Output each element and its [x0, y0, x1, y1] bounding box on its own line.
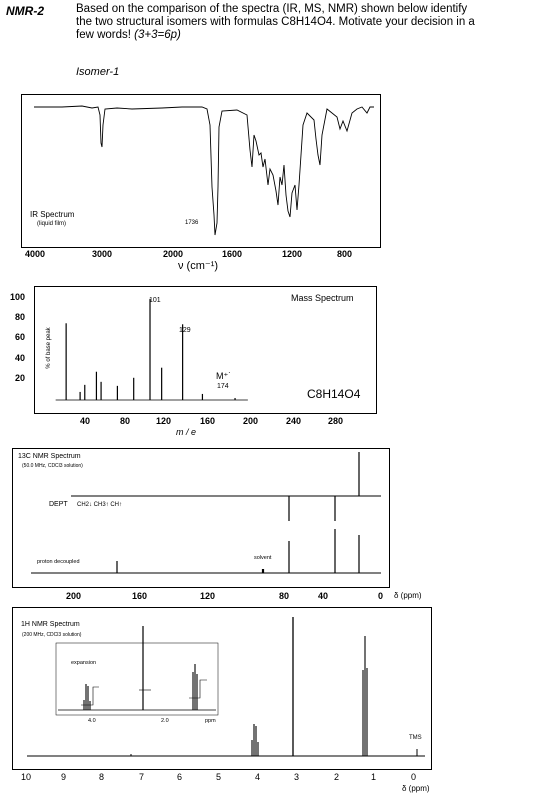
ir-peak-label: 1736: [185, 220, 199, 226]
h1-tick-1: 9: [61, 772, 67, 782]
ir-spectrum-plot: [22, 95, 380, 247]
h1-expansion-label: expansion: [71, 660, 97, 666]
h1-tick-5: 5: [216, 772, 222, 782]
c13-subtitle: (50.0 MHz, CDCl3 solution): [22, 463, 83, 469]
ms-x-tick-2: 120: [156, 416, 172, 426]
c13-tick-0: 200: [66, 591, 82, 601]
c13-title: 13C NMR Spectrum: [18, 453, 81, 460]
mass-spectrum-panel: [34, 286, 377, 414]
ir-tick-1: 3000: [92, 249, 113, 259]
h1-subtitle: (200 MHz, CDCl3 solution): [22, 632, 82, 638]
ms-y-tick-2: 60: [15, 332, 26, 343]
h1-tick-4: 6: [177, 772, 183, 782]
ir-subtitle: (liquid film): [37, 221, 67, 227]
ms-x-axis-label: m / e: [176, 427, 197, 437]
question-line-2: the two structural isomers with formulas C8H14O4. Motivate your decision in a: [76, 16, 475, 28]
ms-mplus: M⁺˙: [216, 371, 232, 381]
h1-unit: δ (ppm): [402, 784, 430, 793]
question-number: NMR-2: [6, 4, 44, 18]
ms-x-tick-1: 80: [120, 416, 131, 426]
c13-tick-1: 160: [132, 591, 148, 601]
c13-dept-legend: CH2↓ CH3↑ CH↑: [77, 502, 123, 508]
ms-x-tick-6: 280: [328, 416, 344, 426]
ir-tick-5: 800: [337, 249, 353, 259]
h1-nmr-panel: [12, 607, 432, 770]
h1-expansion-tick-4: 4.0: [88, 718, 96, 724]
c13-plot: [13, 449, 389, 587]
h1-tick-2: 8: [99, 772, 105, 782]
h1-tick-3: 7: [139, 772, 145, 782]
h1-expansion-box: [56, 643, 218, 715]
question-line-3-text: few words!: [76, 29, 131, 41]
ir-spectrum-panel: [21, 94, 381, 248]
h1-tick-10: 0: [411, 772, 417, 782]
h1-tick-6: 4: [255, 772, 261, 782]
h1-peak-triplet: [363, 636, 367, 756]
question-line-3: [76, 29, 531, 42]
c13-tick-2: 120: [200, 591, 216, 601]
isomer-label: Isomer-1: [76, 66, 120, 78]
h1-tick-8: 2: [334, 772, 340, 782]
ir-x-axis-label: ν (cm⁻¹): [178, 260, 219, 272]
h1-title: 1H NMR Spectrum: [21, 621, 80, 628]
c13-tick-3: 80: [279, 591, 290, 601]
ir-tick-0: 4000: [25, 249, 46, 259]
c13-dept-label: DEPT: [49, 501, 68, 508]
c13-solvent-label: solvent: [254, 555, 272, 561]
ms-y-tick-3: 40: [15, 352, 26, 363]
ms-mplus-value: 174: [217, 383, 229, 390]
question-text: [76, 3, 531, 42]
ms-formula: C8H14O4: [307, 387, 361, 401]
h1-tick-9: 1: [371, 772, 377, 782]
c13-proton-decoupled-label: proton decoupled: [37, 559, 80, 565]
question-points: (3+3=6p): [134, 29, 181, 41]
c13-unit: δ (ppm): [394, 591, 422, 600]
ir-trace: [34, 106, 374, 235]
ms-y-tick-0: 100: [10, 292, 26, 303]
h1-tick-0: 10: [21, 772, 32, 782]
ir-tick-2: 2000: [163, 249, 184, 259]
ms-x-tick-0: 40: [80, 416, 91, 426]
c13-tick-4: 40: [318, 591, 329, 601]
c13-tick-5: 0: [378, 591, 384, 601]
ir-tick-3: 1600: [222, 249, 243, 259]
ms-y-tick-4: 20: [15, 372, 26, 383]
h1-expansion-tick-ppm: ppm: [205, 718, 216, 724]
ir-tick-4: 1200: [282, 249, 303, 259]
h1-tick-7: 3: [294, 772, 300, 782]
ms-y-axis-label: % of base peak: [46, 327, 52, 369]
ms-peak-101: 101: [149, 297, 161, 304]
h1-tms-label: TMS: [409, 735, 422, 741]
ms-x-tick-4: 200: [243, 416, 259, 426]
ms-title: Mass Spectrum: [291, 293, 354, 303]
ms-x-tick-5: 240: [286, 416, 302, 426]
c13-nmr-panel: [12, 448, 390, 588]
h1-peak-quartet: [252, 724, 258, 756]
h1-expansion-tick-2: 2.0: [161, 718, 169, 724]
ms-y-tick-1: 80: [15, 312, 26, 323]
question-line-1: Based on the comparison of the spectra (IR, MS, NMR) shown below identify: [76, 3, 468, 15]
ms-peak-129: 129: [179, 327, 191, 334]
ir-title: IR Spectrum: [30, 210, 75, 219]
ms-x-tick-3: 160: [200, 416, 216, 426]
